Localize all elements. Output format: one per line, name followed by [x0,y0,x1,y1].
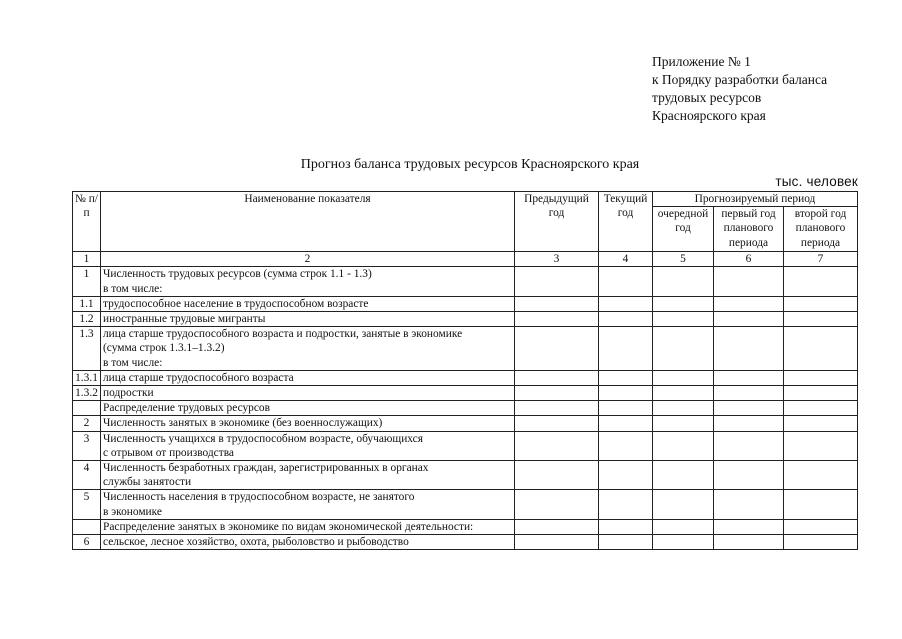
indicator-name-line: службы занятости [103,476,192,489]
value-cell [515,370,599,385]
header-first: первый год планового периода [714,207,784,252]
header-num: № п/п [73,192,101,252]
value-cell [784,535,858,550]
table-row [73,386,858,401]
indicator-name-line: трудоспособное население в трудоспособном возрасте [103,297,369,310]
value-cell [653,401,714,416]
value-cell [599,386,653,401]
value-cell [784,401,858,416]
indicator-name [101,416,515,431]
row-number: 2 [73,416,101,431]
appendix-line: к Порядку разработки баланса [652,72,828,87]
column-number-row [73,252,858,267]
table-row [73,416,858,431]
value-cell [515,401,599,416]
value-cell [515,490,599,519]
column-number: 3 [515,252,599,267]
row-number [73,519,101,534]
indicator-name [101,386,515,401]
column-number: 5 [653,252,714,267]
indicator-name-line: Численность трудовых ресурсов (сумма строк 1.1 - 1.3) [103,268,372,281]
indicator-name-line: Численность населения в трудоспособном возрасте, не занятого [103,491,415,504]
value-cell [599,519,653,534]
value-cell [515,312,599,327]
value-cell [714,535,784,550]
value-cell [653,370,714,385]
table-row [73,431,858,460]
value-cell [714,401,784,416]
value-cell [714,461,784,490]
row-number [73,401,101,416]
column-number: 6 [714,252,784,267]
header-second: второй год планового периода [784,207,858,252]
value-cell [784,431,858,460]
value-cell [599,296,653,311]
indicator-name-line: лица старше трудоспособного возраста [103,371,294,384]
section-row [73,401,858,416]
table-row [73,535,858,550]
row-number: 4 [73,461,101,490]
value-cell [599,327,653,371]
value-cell [714,267,784,296]
indicator-name [101,296,515,311]
document-title: Прогноз баланса трудовых ресурсов Красноярского края [300,157,640,172]
value-cell [515,267,599,296]
value-cell [515,535,599,550]
value-cell [714,416,784,431]
indicator-name-line: в том числе: [103,282,163,295]
indicator-name-line: в том числе: [103,356,163,369]
value-cell [784,327,858,371]
value-cell [784,267,858,296]
table-row [73,490,858,519]
value-cell [515,519,599,534]
indicator-name [101,490,515,519]
value-cell [714,327,784,371]
value-cell [599,535,653,550]
indicator-name [101,327,515,371]
indicator-name [101,401,515,416]
appendix-line: Приложение № 1 [652,54,751,69]
value-cell [653,327,714,371]
table-row [73,296,858,311]
header-next: очередной год [653,207,714,252]
value-cell [653,535,714,550]
table-row [73,370,858,385]
value-cell [653,461,714,490]
header-prev: Предыдущий год [515,192,599,252]
appendix-line: Красноярского края [652,108,766,123]
value-cell [714,431,784,460]
table-row [73,327,858,371]
value-cell [784,386,858,401]
value-cell [784,416,858,431]
row-number: 1.3.2 [73,386,101,401]
section-row [73,519,858,534]
value-cell [599,416,653,431]
column-number: 4 [599,252,653,267]
indicator-name-line: с отрывом от производства [103,446,234,459]
indicator-name-line: подростки [103,387,154,400]
value-cell [653,267,714,296]
value-cell [784,490,858,519]
header-curr: Текущий год [599,192,653,252]
value-cell [653,431,714,460]
value-cell [515,431,599,460]
row-number: 1 [73,267,101,296]
value-cell [653,312,714,327]
forecast-table [72,191,858,550]
indicator-name [101,267,515,296]
value-cell [515,416,599,431]
row-number: 5 [73,490,101,519]
indicator-name [101,461,515,490]
value-cell [784,296,858,311]
indicator-name [101,370,515,385]
indicator-name [101,519,515,534]
indicator-name-line: Распределение трудовых ресурсов [103,402,270,415]
indicator-name-line: Численность учащихся в трудоспособном возрасте, обучающихся [103,432,423,445]
value-cell [599,370,653,385]
indicator-name-line: иностранные трудовые мигранты [103,313,266,326]
value-cell [515,386,599,401]
value-cell [653,386,714,401]
header-forecast: Прогнозируемый период [653,192,858,207]
indicator-name-line: Распределение занятых в экономике по видам экономической деятельности: [103,520,474,533]
indicator-name-line: лица старше трудоспособного возраста и подростки, занятые в экономике [103,328,463,341]
row-number: 3 [73,431,101,460]
column-number: 2 [101,252,515,267]
value-cell [714,312,784,327]
indicator-name-line: Численность безработных граждан, зарегистрированных в органах [103,462,429,475]
indicator-name-line: (сумма строк 1.3.1–1.3.2) [103,342,225,355]
table-row [73,461,858,490]
table-row [73,312,858,327]
indicator-name-line: в экономике [103,505,162,518]
unit-label: тыс. человек [775,174,858,189]
value-cell [599,431,653,460]
indicator-name [101,535,515,550]
value-cell [653,296,714,311]
value-cell [599,267,653,296]
value-cell [653,519,714,534]
value-cell [599,401,653,416]
value-cell [599,312,653,327]
value-cell [515,296,599,311]
value-cell [653,416,714,431]
column-number: 7 [784,252,858,267]
appendix-note [652,53,827,125]
value-cell [714,519,784,534]
value-cell [714,370,784,385]
value-cell [784,370,858,385]
value-cell [515,327,599,371]
value-cell [714,490,784,519]
value-cell [784,461,858,490]
row-number: 1.3 [73,327,101,371]
value-cell [515,461,599,490]
header-name: Наименование показателя [101,192,515,252]
row-number: 1.3.1 [73,370,101,385]
value-cell [714,296,784,311]
value-cell [599,490,653,519]
row-number: 1.2 [73,312,101,327]
value-cell [599,461,653,490]
value-cell [653,490,714,519]
indicator-name-line: Численность занятых в экономике (без военнослужащих) [103,417,383,430]
row-number: 6 [73,535,101,550]
indicator-name-line: сельское, лесное хозяйство, охота, рыболовство и рыбоводство [103,536,409,549]
value-cell [714,386,784,401]
indicator-name [101,312,515,327]
value-cell [784,312,858,327]
row-number: 1.1 [73,296,101,311]
indicator-name [101,431,515,460]
column-number: 1 [73,252,101,267]
table-row [73,267,858,296]
appendix-line: трудовых ресурсов [652,90,762,105]
value-cell [784,519,858,534]
